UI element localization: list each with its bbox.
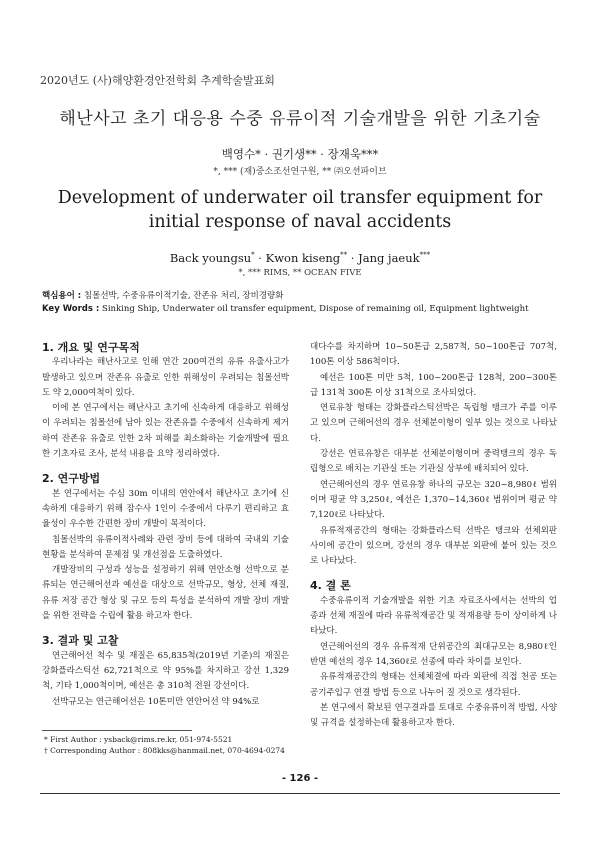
- section-3-heading: 3. 결과 및 고찰: [42, 634, 119, 648]
- keywords-korean-text: 침몰선박, 수중유류이적기술, 잔존유 처리, 장비경량화: [81, 291, 284, 301]
- paragraph: 본 연구에서 확보된 연구결과를 토대로 수중유류이적 방법, 사양 및 규격을 설정하는데 활용하고자 한다.: [310, 702, 557, 729]
- paragraph: 우리나라는 해난사고로 인해 연간 200여건의 유류 유출사고가 발생하고 있으며 잔존유 유출로 인한 위해성이 우려되는 침몰선박도 약 2,000여척이 있다.: [42, 357, 289, 398]
- section-4-heading: 4. 결 론: [310, 579, 351, 593]
- paragraph: 유류적재공간의 형태는 선체체결에 따라 외판에 직접 천공 또는 공기주입구 연결 방법 등으로 나누어 질 것으로 생각된다.: [310, 672, 557, 698]
- paragraph: 수중유류이적 기술개발을 위한 기초 자료조사에서는 선박의 업종과 선체 재질에 따라 유류적재공간 및 적재용량 등이 상이하게 나타났다.: [310, 595, 557, 637]
- keywords-korean-label: 핵심용어 :: [42, 291, 82, 301]
- author-separator: ·: [254, 251, 266, 265]
- body-column-left: [42, 340, 289, 710]
- paragraph: 연료유창 형태는 강화플라스틱선박은 독립형 탱크가 주를 이루고 있으며 근해어선의 경우 선체분이형이 일부 있는 것으로 나타났다.: [310, 403, 557, 444]
- paragraph: 연근해어선의 경우 유류적재 단위공간의 최대규모는 8,980ℓ인 반면 예선의 경우 14,360ℓ로 선종에 따라 차이를 보인다.: [310, 641, 557, 667]
- paper-title-korean: 해난사고 초기 대응용 수중 유류이적 기술개발을 위한 기초기술: [59, 109, 541, 129]
- section-2-heading: 2. 연구방법: [42, 472, 101, 486]
- author-3-mark: ***: [419, 251, 431, 260]
- footnote-first-author: * First Author : ysback@rims.re.kr, 051-974-5521: [44, 735, 233, 744]
- paragraph: 강선은 연료유창은 대부분 선체분이형이며 중력탱크의 경우 독립형으로 배치는 기관실 또는 기관실 상부에 배치되어 있다.: [310, 449, 557, 475]
- paper-title-english: Development of underwater oil transfer equipment for initial response of naval accidents: [57, 188, 543, 232]
- paragraph: 개발장비의 구성과 성능을 설정하기 위해 연안소형 선박으로 분류되는 연근해어선과 예선을 대상으로 선박규모, 형상, 선체 재질, 유류 저장 공간 형상 및 규모 등의 특성을 분석하여 개발 장비 개발을 위한 전략을 수립에 활용 하고자 한다.: [42, 565, 289, 622]
- paragraph: 이에 본 연구에서는 해난사고 초기에 신속하게 대응하고 위해성이 우려되는 침몰선에 남아 있는 잔존유를 수중에서 신속하게 제거하여 잔존유 유출로 인한 2차 피해를 최소화하는 기술개발에 필요한 기초자료 조사, 분석 내용을 요약 정리하였다.: [42, 403, 289, 460]
- author-1: Back youngsu: [169, 251, 252, 265]
- keywords-english-label: Key Words :: [42, 304, 100, 314]
- paragraph: 예선은 100톤 미만 5척, 100~200톤급 128척, 200~300톤급 131척 300톤 이상 31척으로 조사되었다.: [310, 372, 557, 398]
- author-separator: ·: [347, 251, 359, 265]
- author-3: Jang jaeuk: [358, 251, 420, 265]
- affiliations-english: *, *** RIMS, ** OCEAN FIVE: [238, 268, 362, 278]
- section-1-heading: 1. 개요 및 연구목적: [42, 341, 140, 354]
- paragraph: 연근해어선 척수 및 재질은 65,835척(2019년 기준)의 재질은 강화플라스틱선 62,721척으로 약 95%를 차지하고 강선 1,329척, 기타 1,000척이며, 예선은 총 310척 전원 강선이다.: [42, 650, 289, 692]
- footnote-divider: [42, 730, 192, 731]
- keywords-english-text: Sinking Ship, Underwater oil transfer equipment, Dispose of remaining oil, Equipment lightweight: [99, 304, 529, 314]
- paragraph: 선박규모는 연근해어선은 10톤미만 연안어선 약 94%로: [52, 696, 260, 707]
- paragraph: 본 연구에서는 수심 30m 이내의 연안에서 해난사고 초기에 신속하게 대응하기 위해 잠수사 1인이 수중에서 다루기 편리하고 효율성이 우수한 간편한 장비 개발이 목적이다.: [42, 488, 289, 530]
- footnote-corresponding-author: † Corresponding Author : 808kks@hanmail.net, 070-4694-0274: [44, 746, 285, 755]
- page-bottom-rule: [40, 793, 560, 794]
- authors-english: [0, 251, 600, 265]
- authors-korean: 백영수* · 권기생** · 장재욱***: [221, 147, 379, 161]
- affiliations-korean: *, *** (재)중소조선연구원, ** ㈜오션파이브: [213, 167, 387, 177]
- keywords-english: [42, 303, 562, 315]
- conference-header: 2020년도 (사)해양환경안전학회 추계학술발표회: [40, 74, 275, 87]
- paragraph: 대다수를 차지하며 10~50톤급 2,587척, 50~100톤급 707척, 100톤 이상 586척이다.: [310, 342, 557, 368]
- keywords-korean: [42, 290, 562, 302]
- body-column-right: [310, 340, 557, 731]
- author-1-mark: *: [251, 251, 255, 260]
- page-number: - 126 -: [281, 773, 319, 784]
- paragraph: 유류적재공간의 형태는 강화플라스틱 선박은 탱크와 선체외판 사이에 공간이 있으며, 강선의 경우 대부분 외판에 붙어 있는 것으로 나타났다.: [310, 525, 557, 567]
- paragraph: 침몰선박의 유류이적사례와 관련 장비 등에 대하여 국내외 기술 현황을 분석하여 문제점 및 개선점을 도출하였다.: [42, 534, 289, 560]
- paragraph: 연근해어선의 경우 연료유창 하나의 규모는 320~8,980ℓ 범위이며 평균 약 3,250ℓ, 예선은 1,370~14,360ℓ 범위이며 평균 약 7,120ℓ로 나타났다.: [310, 479, 557, 521]
- author-2-mark: **: [340, 251, 348, 260]
- author-2: Kwon kiseng: [265, 251, 341, 265]
